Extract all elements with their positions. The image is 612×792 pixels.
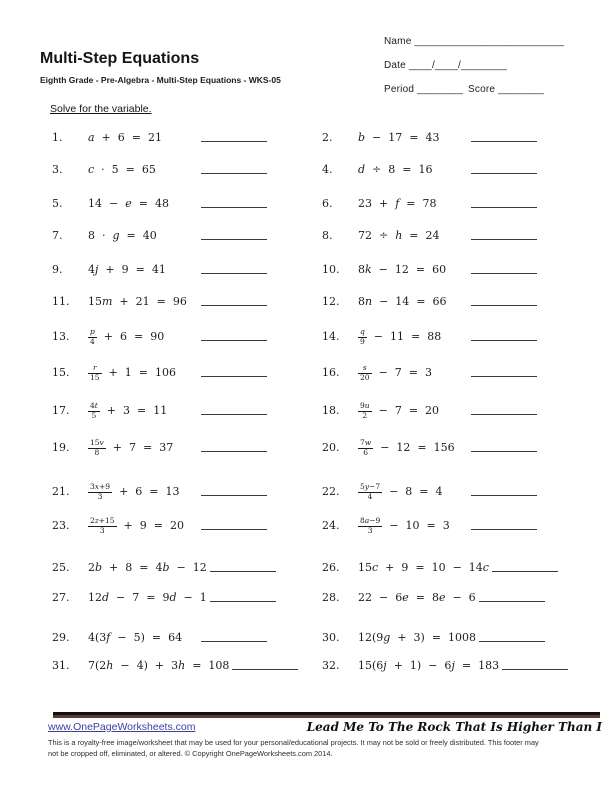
problem-equation: $\frac{2z+15}{3}$ + 9 = 20 [90,516,184,535]
answer-blank [502,669,568,670]
problem-number: 27. [52,591,70,604]
problem-row [322,364,537,382]
page-subtitle: Eighth Grade - Pre-Algebra - Multi-Step Equations - WKS-05 [40,75,281,85]
problem-equation: 8k − 12 = 60 [358,263,447,276]
problem-equation: 2b + 8 = 4b − 12 [88,561,207,574]
answer-blank [471,305,537,306]
answer-blank [201,141,267,142]
problem-number: 20. [322,441,340,455]
problem-row [322,294,537,310]
answer-blank [201,173,267,174]
problem-equation: 72 ÷ h = 24 [358,229,440,242]
problem-number: 21. [52,485,70,499]
problem-row [52,262,267,278]
problem-number: 9. [52,263,63,276]
answer-blank [471,495,537,496]
problem-number: 11. [52,295,70,308]
fine-print-line-1: This is a royalty-free image/worksheet that may be used for your personal/educational projects. It may not be sold or freely distributed. This footer may [48,738,539,747]
problem-number: 31. [52,659,70,672]
problem-row [322,517,537,535]
fraction: $\frac{s}{20}$ [360,363,370,382]
problem-row [322,590,545,606]
fraction: $\frac{7w}{6}$ [360,438,372,457]
problem-equation: 23 + f = 78 [358,197,437,210]
answer-blank [201,641,267,642]
problem-row [322,402,537,420]
problem-row [322,228,537,244]
answer-blank [201,239,267,240]
problem-row [322,439,537,457]
problem-equation: b − 17 = 43 [358,131,440,144]
problem-number: 8. [322,229,333,242]
problem-number: 13. [52,330,70,344]
answer-blank [201,376,267,377]
problem-number: 26. [322,561,340,574]
problem-equation: $\frac{p}{4}$ + 6 = 90 [90,327,165,346]
problem-number: 32. [322,659,340,672]
answer-blank [492,571,558,572]
problem-row [322,262,537,278]
problem-row [322,483,537,501]
problem-number: 12. [322,295,340,308]
answer-blank [479,601,545,602]
answer-blank [201,451,267,452]
problem-number: 16. [322,366,340,380]
problem-equation: $\frac{15v}{8}$ + 7 = 37 [90,438,174,457]
answer-blank [479,641,545,642]
problem-row [52,658,298,674]
answer-blank [471,414,537,415]
problem-number: 17. [52,404,70,418]
fraction: $\frac{p}{4}$ [90,327,95,346]
score-field: Score ________ [468,84,545,95]
problem-number: 10. [322,263,340,276]
problem-row [322,658,568,674]
answer-blank [201,273,267,274]
fraction: $\frac{4t}{5}$ [90,401,98,420]
answer-blank [471,529,537,530]
problem-row [52,228,267,244]
footer-slogan: Lead Me To The Rock That Is Higher Than I [306,720,602,734]
problem-equation: 12d − 7 = 9d − 1 [88,591,207,604]
problem-equation: 8 · g = 40 [88,229,157,242]
problem-equation: 14 − e = 48 [88,197,169,210]
problem-number: 18. [322,404,340,418]
answer-blank [471,239,537,240]
problem-number: 29. [52,631,70,644]
footer-divider-bar [53,712,600,718]
problem-equation: 4(3f − 5) = 64 [88,631,183,644]
problem-equation: 12(9g + 3) = 1008 [358,631,477,644]
problem-number: 23. [52,519,70,533]
answer-blank [201,495,267,496]
fraction: $\frac{5y-7}{4}$ [360,482,381,501]
answer-blank [471,207,537,208]
page-title: Multi-Step Equations [40,50,200,67]
fraction: $\frac{15v}{8}$ [90,438,104,457]
problem-equation: $\frac{5y-7}{4}$ − 8 = 4 [360,482,443,501]
problem-number: 4. [322,163,333,176]
answer-blank [471,451,537,452]
problem-equation: $\frac{7w}{6}$ − 12 = 156 [360,438,455,457]
problem-number: 5. [52,197,63,210]
problem-row [52,130,267,146]
problem-equation: $\frac{s}{20}$ − 7 = 3 [360,363,432,382]
fine-print-line-2: not be cropped off, eliminated, or altered. © Copyright OnePageWorksheets.com 2014. [48,749,333,758]
problem-number: 24. [322,519,340,533]
problem-number: 14. [322,330,340,344]
answer-blank [201,340,267,341]
problem-equation: c · 5 = 65 [88,163,156,176]
problem-row [52,439,267,457]
fraction: $\frac{8a-9}{3}$ [360,516,381,535]
problem-row [52,364,267,382]
problem-row [52,294,267,310]
problem-row [322,560,558,576]
problem-row [322,630,545,646]
problem-equation: 8n − 14 = 66 [358,295,447,308]
fraction: $\frac{2z+15}{3}$ [90,516,115,535]
problem-number: 2. [322,131,333,144]
problem-number: 6. [322,197,333,210]
problem-equation: 4j + 9 = 41 [88,263,166,276]
fraction: $\frac{3x+9}{3}$ [90,482,111,501]
problem-number: 22. [322,485,340,499]
problem-row [52,328,267,346]
problem-equation: $\frac{r}{15}$ + 1 = 106 [90,363,176,382]
answer-blank [471,376,537,377]
problem-row [322,196,537,212]
problem-row [322,328,537,346]
problem-row [52,517,267,535]
problem-row [52,196,267,212]
name-field: Name __________________________ [384,36,565,47]
problem-row [52,590,276,606]
problem-number: 25. [52,561,70,574]
fraction: $\frac{9u}{2}$ [360,401,370,420]
answer-blank [471,273,537,274]
problem-row [52,402,267,420]
answer-blank [201,414,267,415]
problem-equation: 15(6j + 1) − 6j = 183 [358,659,500,672]
problem-number: 3. [52,163,63,176]
problem-equation: a + 6 = 21 [88,131,162,144]
problem-row [52,162,267,178]
website-link[interactable]: www.OnePageWorksheets.com [48,721,196,733]
fraction: $\frac{q}{9}$ [360,327,365,346]
problem-number: 19. [52,441,70,455]
problem-equation: $\frac{8a-9}{3}$ − 10 = 3 [360,516,450,535]
problem-equation: 22 − 6e = 8e − 6 [358,591,476,604]
answer-blank [201,529,267,530]
problem-row [52,483,267,501]
problem-equation: 15m + 21 = 96 [88,295,187,308]
period-field: Period ________ [384,84,464,95]
problem-equation: $\frac{q}{9}$ − 11 = 88 [360,327,442,346]
problem-row [322,130,537,146]
problem-equation: d ÷ 8 = 16 [358,163,433,176]
problem-row [52,630,267,646]
date-field: Date ____/____/________ [384,60,508,71]
fraction: $\frac{r}{15}$ [90,363,100,382]
problem-equation: $\frac{4t}{5}$ + 3 = 11 [90,401,168,420]
answer-blank [201,305,267,306]
problem-number: 15. [52,366,70,380]
problem-equation: 7(2h − 4) + 3h = 108 [88,659,230,672]
problem-number: 1. [52,131,63,144]
problem-equation: $\frac{3x+9}{3}$ + 6 = 13 [90,482,180,501]
answer-blank [201,207,267,208]
answer-blank [210,601,276,602]
instructions-text: Solve for the variable. [50,103,152,115]
answer-blank [471,173,537,174]
answer-blank [471,340,537,341]
answer-blank [471,141,537,142]
answer-blank [232,669,298,670]
problem-equation: $\frac{9u}{2}$ − 7 = 20 [360,401,440,420]
answer-blank [210,571,276,572]
problem-number: 28. [322,591,340,604]
problem-number: 7. [52,229,63,242]
problem-number: 30. [322,631,340,644]
problem-equation: 15c + 9 = 10 − 14c [358,561,489,574]
problem-row [322,162,537,178]
problem-row [52,560,276,576]
